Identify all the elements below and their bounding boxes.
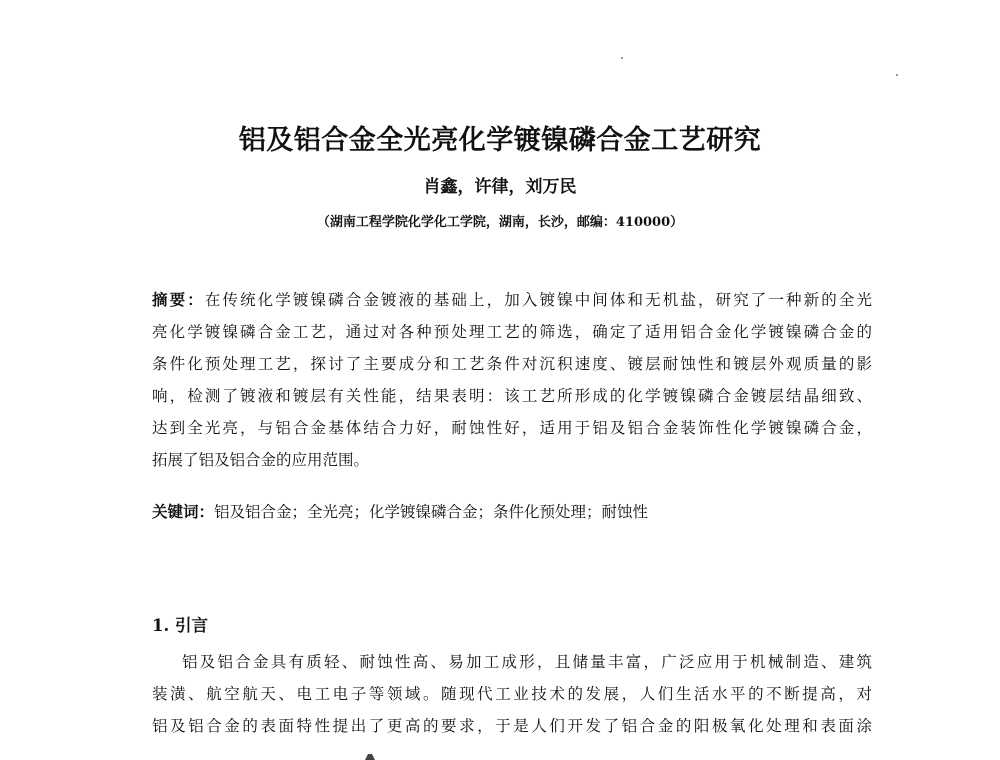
cut-off-glyph bbox=[365, 754, 375, 760]
abstract-text: 在传统化学镀镍磷合金镀液的基础上，加入镀镍中间体和无机盐，研究了一种新的全光 bbox=[204, 291, 872, 309]
abstract-line: 亮化学镀镍磷合金工艺，通过对各种预处理工艺的筛选，确定了适用铝合金化学镀镍磷合金的 bbox=[152, 323, 872, 341]
body-line: 装潢、航空航天、电工电子等领域。随现代工业技术的发展，人们生活水平的不断提高，对 bbox=[152, 685, 872, 703]
body-line: 铝及铝合金具有质轻、耐蚀性高、易加工成形，且储量丰富，广泛应用于机械制造、建筑 bbox=[182, 653, 872, 671]
paper-affiliation: （湖南工程学院化学化工学院，湖南，长沙，邮编：410000） bbox=[316, 215, 684, 230]
paper-title: 铝及铝合金全光亮化学镀镍磷合金工艺研究 bbox=[238, 125, 762, 156]
abstract-line: 拓展了铝及铝合金的应用范围。 bbox=[152, 451, 370, 469]
scan-speck bbox=[621, 57, 623, 59]
paper-authors: 肖鑫，许律，刘万民 bbox=[423, 177, 577, 197]
keywords-label: 关键词： bbox=[152, 502, 215, 521]
abstract-line: 条件化预处理工艺，探讨了主要成分和工艺条件对沉积速度、镀层耐蚀性和镀层外观质量的影 bbox=[152, 355, 872, 373]
abstract-line bbox=[152, 284, 872, 316]
scan-speck bbox=[896, 74, 898, 76]
section-heading-introduction: 1. 引言 bbox=[152, 616, 208, 635]
abstract-block bbox=[152, 284, 872, 476]
abstract-label: 摘要： bbox=[152, 290, 205, 309]
abstract-line: 响，检测了镀液和镀层有关性能，结果表明：该工艺所形成的化学镀镍磷合金镀层结晶细致、 bbox=[152, 387, 872, 405]
keywords-text: 铝及铝合金；全光亮；化学镀镍磷合金；条件化预处理；耐蚀性 bbox=[214, 503, 649, 521]
abstract-line: 达到全光亮，与铝合金基体结合力好，耐蚀性好，适用于铝及铝合金装饰性化学镀镍磷合金， bbox=[152, 419, 872, 437]
introduction-body bbox=[152, 646, 872, 742]
body-line: 铝及铝合金的表面特性提出了更高的要求，于是人们开发了铝合金的阳极氧化处理和表面涂 bbox=[152, 717, 872, 735]
keywords-line bbox=[152, 500, 648, 522]
